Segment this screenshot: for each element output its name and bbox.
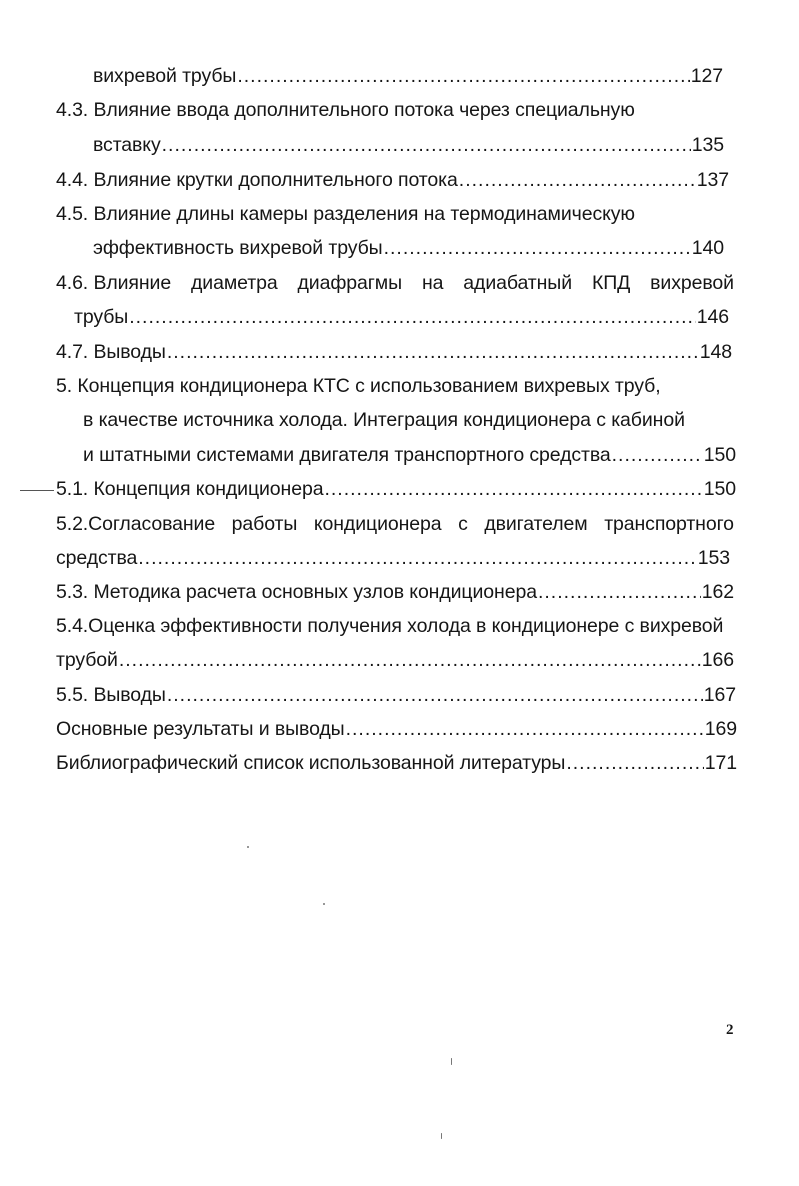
toc-word: на bbox=[421, 272, 444, 294]
toc-entry bbox=[74, 305, 729, 329]
toc-entry bbox=[56, 546, 730, 570]
toc-entry-title: 4.3. Влияние ввода дополнительного потока через специальную bbox=[56, 99, 635, 121]
toc-entry-page: 169 bbox=[704, 718, 737, 740]
toc-word: адиабатный bbox=[463, 272, 573, 294]
leader-dots bbox=[237, 64, 689, 88]
toc-entry bbox=[93, 64, 723, 88]
toc-entry-title: 4.5. Влияние длины камеры разделения на термодинамическую bbox=[56, 203, 635, 225]
toc-entry-page: 162 bbox=[701, 581, 734, 603]
toc-word: работы bbox=[231, 513, 298, 535]
toc-entry-title: 5.1. Концепция кондиционера bbox=[56, 478, 324, 500]
scan-speck bbox=[451, 1058, 452, 1065]
toc-entry bbox=[56, 98, 635, 122]
toc-entry-page: 127 bbox=[690, 65, 723, 87]
toc-entry bbox=[93, 133, 724, 157]
toc-entry-page: 150 bbox=[703, 478, 736, 500]
toc-entry bbox=[56, 477, 736, 501]
toc-entry-title: 5.4.Оценка эффективности получения холода в кондиционере с вихревой bbox=[56, 615, 724, 637]
toc-entry bbox=[83, 408, 685, 432]
toc-entry bbox=[56, 512, 734, 536]
toc-entry-title: трубой bbox=[56, 649, 118, 671]
toc-entry bbox=[93, 236, 724, 260]
toc-entry bbox=[56, 374, 661, 398]
scan-speck bbox=[441, 1133, 442, 1139]
toc-entry-title: эффективность вихревой трубы bbox=[93, 237, 383, 259]
toc-word: диафрагмы bbox=[297, 272, 402, 294]
toc-entry-page: 171 bbox=[704, 752, 737, 774]
toc-word: с bbox=[458, 513, 468, 535]
scan-speck bbox=[323, 903, 325, 905]
leader-dots bbox=[324, 477, 702, 501]
toc-entry-title: 5.3. Методика расчета основных узлов кондиционера bbox=[56, 581, 537, 603]
toc-entry-title: трубы bbox=[74, 306, 129, 328]
toc-entry bbox=[56, 614, 723, 638]
toc-entry bbox=[83, 443, 736, 467]
toc-entry-title: в качестве источника холода. Интеграция кондиционера с кабиной bbox=[83, 409, 685, 431]
toc-entry bbox=[56, 168, 729, 192]
margin-mark bbox=[20, 490, 54, 491]
toc-entry-page: 148 bbox=[699, 341, 732, 363]
toc-entry-title: 4.7. Выводы bbox=[56, 341, 166, 363]
leader-dots bbox=[612, 443, 703, 467]
toc-entry-title: вихревой трубы bbox=[93, 65, 237, 87]
toc-entry-page: 137 bbox=[696, 169, 729, 191]
leader-dots bbox=[138, 546, 696, 570]
leader-dots bbox=[538, 580, 701, 604]
leader-dots bbox=[119, 648, 701, 672]
leader-dots bbox=[162, 133, 691, 157]
toc-entry bbox=[56, 271, 734, 295]
leader-dots bbox=[346, 717, 704, 741]
toc-entry bbox=[56, 580, 734, 604]
toc-word: КПД bbox=[591, 272, 631, 294]
toc-entry-page: 135 bbox=[691, 134, 724, 156]
toc-entry-title: Основные результаты и выводы bbox=[56, 718, 345, 740]
toc-entry bbox=[56, 683, 736, 707]
toc-word: диаметра bbox=[191, 272, 278, 294]
toc-entry-page: 166 bbox=[701, 649, 734, 671]
toc-entry-title: и штатными системами двигателя транспортного средства bbox=[83, 444, 611, 466]
toc-word: кондиционера bbox=[313, 513, 442, 535]
toc-entry-title: 5.5. Выводы bbox=[56, 684, 166, 706]
toc-entry-title: 5. Концепция кондиционера КТС с использованием вихревых труб, bbox=[56, 375, 661, 397]
toc-entry-page: 140 bbox=[691, 237, 724, 259]
leader-dots bbox=[167, 683, 703, 707]
toc-entry-page: 153 bbox=[697, 547, 730, 569]
toc-word: двигателем bbox=[484, 513, 588, 535]
toc-entry bbox=[56, 202, 635, 226]
leader-dots bbox=[459, 168, 696, 192]
leader-dots bbox=[167, 340, 699, 364]
toc-word: 4.6. Влияние bbox=[56, 272, 172, 294]
toc-word: транспортного bbox=[604, 513, 734, 535]
leader-dots bbox=[566, 751, 703, 775]
toc-entry-title: вставку bbox=[93, 134, 161, 156]
scan-speck bbox=[247, 846, 249, 848]
leader-dots bbox=[129, 305, 696, 329]
toc-entry-page: 146 bbox=[696, 306, 729, 328]
toc-entry-title: 4.4. Влияние крутки дополнительного потока bbox=[56, 169, 458, 191]
toc-entry-page: 150 bbox=[703, 444, 736, 466]
toc-entry bbox=[56, 340, 732, 364]
toc-entry-title: средства bbox=[56, 547, 138, 569]
leader-dots bbox=[384, 236, 691, 260]
toc-entry bbox=[56, 648, 734, 672]
toc-entry bbox=[56, 717, 737, 741]
toc-word: 5.2.Согласование bbox=[56, 513, 216, 535]
toc-entry-page: 167 bbox=[703, 684, 736, 706]
toc-entry-title: Библиографический список использованной литературы bbox=[56, 752, 566, 774]
toc-entry bbox=[56, 751, 737, 775]
page-number: 2 bbox=[726, 1022, 734, 1038]
toc-word: вихревой bbox=[650, 272, 734, 294]
